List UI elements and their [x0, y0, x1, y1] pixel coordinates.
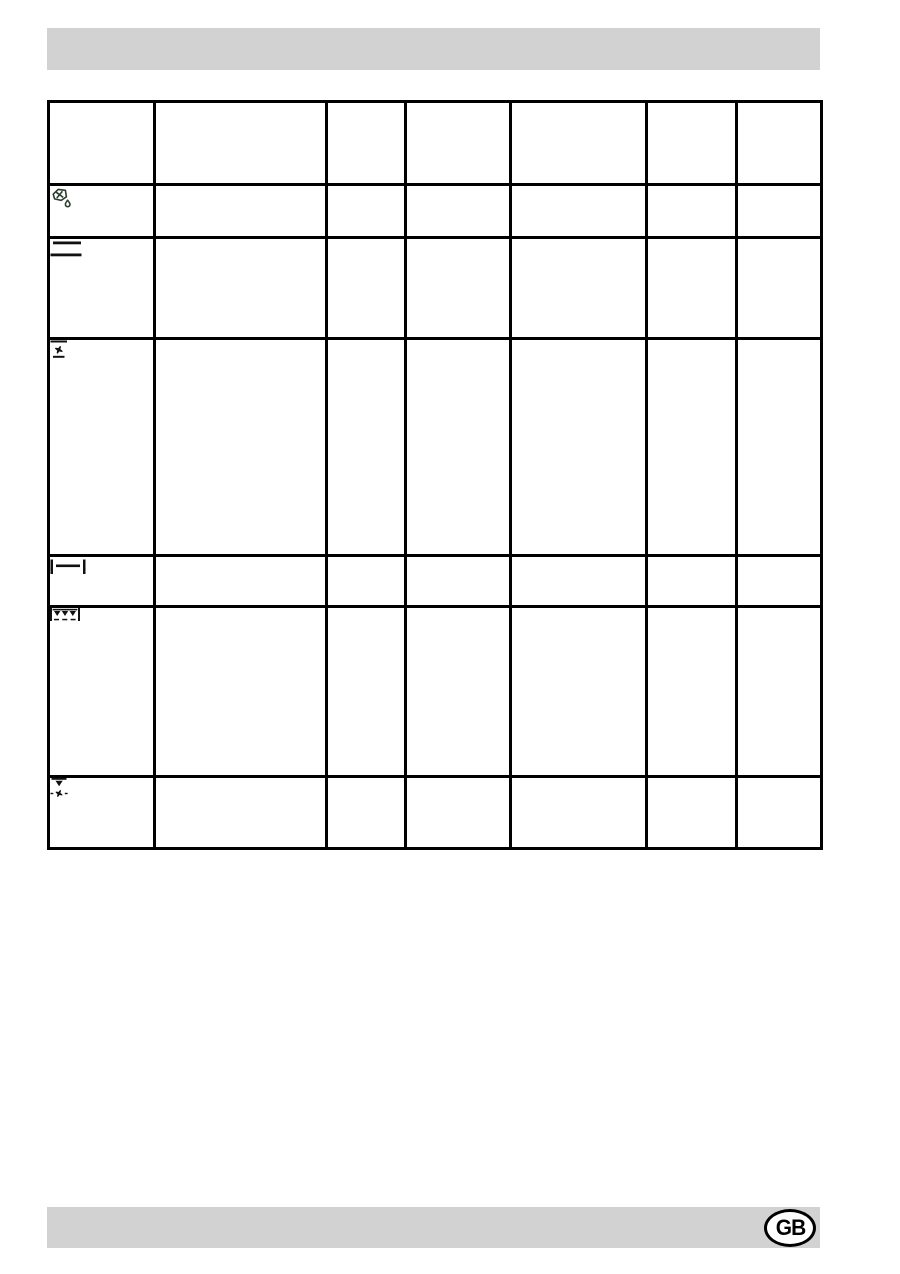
table-cell — [155, 556, 327, 607]
grill-icon — [50, 608, 80, 626]
table-cell — [737, 339, 822, 556]
table-row — [49, 185, 822, 238]
table-cell — [406, 238, 511, 339]
defrost-icon — [50, 186, 74, 212]
mode-icon-cell — [49, 556, 155, 607]
table-header-cell — [737, 102, 822, 185]
table-cell — [406, 777, 511, 849]
table-row — [49, 339, 822, 556]
table-row — [49, 777, 822, 849]
table-cell — [737, 607, 822, 777]
mode-icon-cell — [49, 238, 155, 339]
table-cell — [511, 185, 647, 238]
table-cell — [647, 339, 737, 556]
table-cell — [647, 238, 737, 339]
table-header-cell — [647, 102, 737, 185]
table-cell — [406, 556, 511, 607]
table-header-cell — [327, 102, 406, 185]
table-cell — [737, 185, 822, 238]
table-row — [49, 556, 822, 607]
table-cell — [155, 185, 327, 238]
mode-icon-cell — [49, 777, 155, 849]
footer-bar — [47, 1207, 820, 1248]
table-cell — [155, 339, 327, 556]
table-cell — [511, 607, 647, 777]
table-cell — [327, 607, 406, 777]
table-cell — [647, 777, 737, 849]
oven-modes-table — [47, 100, 823, 850]
fan-oven-icon — [50, 340, 70, 359]
country-badge-label: GB — [775, 1214, 805, 1240]
table-cell — [327, 556, 406, 607]
table-row — [49, 238, 822, 339]
table-cell — [327, 339, 406, 556]
table-header-cell — [406, 102, 511, 185]
table-cell — [406, 185, 511, 238]
table-header-cell — [511, 102, 647, 185]
table-header-cell — [49, 102, 155, 185]
table-cell — [511, 339, 647, 556]
table-cell — [327, 185, 406, 238]
table-header-row — [49, 102, 822, 185]
table-cell — [647, 185, 737, 238]
static-oven-icon — [50, 239, 84, 259]
top-header-bar — [47, 28, 820, 70]
table-cell — [511, 777, 647, 849]
table-cell — [511, 238, 647, 339]
mode-icon-cell — [49, 339, 155, 556]
table-cell — [155, 238, 327, 339]
mode-icon-cell — [49, 607, 155, 777]
table-cell — [737, 777, 822, 849]
table-cell — [511, 556, 647, 607]
top-oven-icon — [50, 557, 86, 577]
fan-grill-icon — [50, 778, 70, 800]
mode-icon-cell — [49, 185, 155, 238]
table-cell — [737, 238, 822, 339]
table-header-cell — [155, 102, 327, 185]
table-cell — [737, 556, 822, 607]
table-cell — [327, 777, 406, 849]
table-cell — [647, 556, 737, 607]
table-cell — [406, 607, 511, 777]
table-cell — [406, 339, 511, 556]
table-cell — [155, 607, 327, 777]
table-cell — [327, 238, 406, 339]
table-cell — [155, 777, 327, 849]
country-badge — [764, 1209, 816, 1247]
table-row — [49, 607, 822, 777]
table-cell — [647, 607, 737, 777]
